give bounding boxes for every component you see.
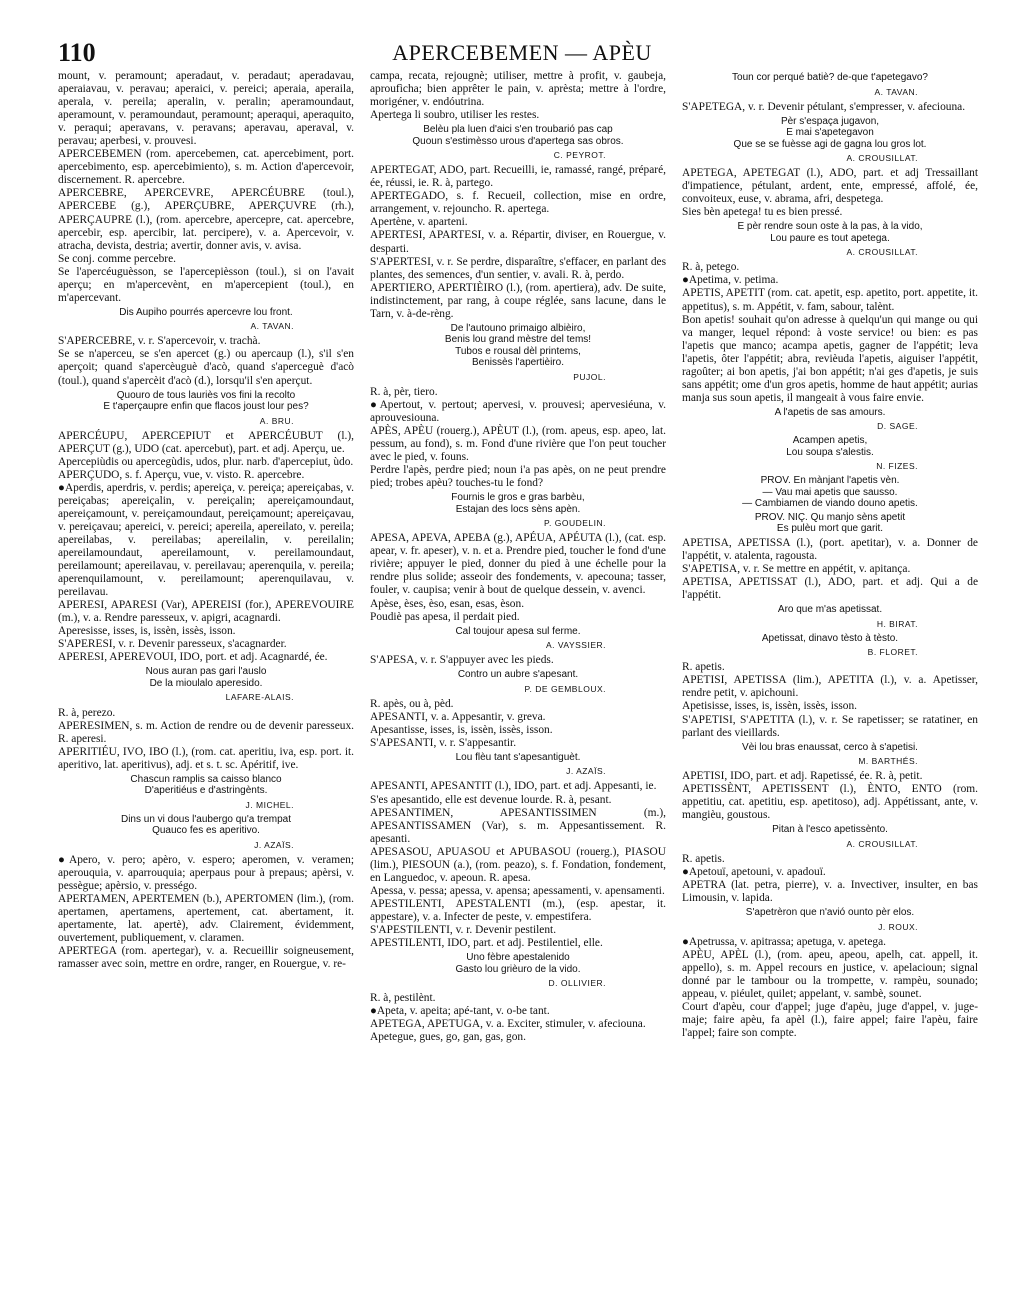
dictionary-entry: APESA, APEVA, APEBA (g.), APÉUA, APÉUTA (l.), (cat. esp. apear, v. fr. apeser), v. n. et a. Prendre pied, toucher le fond d'une rivière; appuyer le pied, donner du pied à une échelle pour la rendre plus solide; asseoir des fondements, v. apecouna; tasser, fouler, v. caupisa; venir à bout de quelque dessein, v. avenci. bbox=[370, 532, 666, 597]
dictionary-entry: Sies bèn apetega! tu es bien pressé. bbox=[682, 206, 843, 219]
column-middle bbox=[370, 70, 666, 1290]
dictionary-entry: APERTEGAT, ADO, part. Recueilli, ie, ramassé, rangé, préparé, ée, réussi, ie. R. à, partego. bbox=[370, 164, 666, 190]
dictionary-entry: Court d'apèu, cour d'appel; juge d'apèu, juge d'appel, v. juge-maje; faire apèu, fa apèl (l.), faire appel; faire l'apèu, faire l'appel; faire son compte. bbox=[682, 1000, 978, 1039]
quotation: Chascun ramplis sa caisso blanco D'aperitiéus e d'astringènts. bbox=[130, 773, 282, 797]
dictionary-entry: APETEGA, APETUGA, v. a. Exciter, stimuler, v. afeciouna. bbox=[370, 1018, 646, 1031]
quotation: Contro un aubre s'apesant. bbox=[457, 669, 579, 681]
dictionary-entry: Se conj. comme percebre. bbox=[58, 252, 176, 265]
quotation: E pèr rendre soun oste à la pas, à la vido, Lou paure es tout apetega. bbox=[737, 221, 923, 244]
quotation-author: J. AZAÏS. bbox=[566, 766, 606, 777]
quotation-author: H. BIRAT. bbox=[876, 618, 918, 629]
dictionary-entry: S'APERTESI, v. r. Se perdre, disparaître, s'effacer, en parlant des plantes, des semences, d'un sentier, v. avali. R. à, perdo. bbox=[370, 255, 666, 281]
dictionary-entry: APETISA, APETISSAT (l.), ADO, part. et adj. Qui a de l'appétit. bbox=[682, 576, 978, 602]
dictionary-entry: R. apès, ou à, pèd. bbox=[370, 697, 454, 710]
dictionary-entry: Apetisisse, isses, is, issèn, issès, isson. bbox=[682, 700, 857, 713]
dictionary-entry: S'APERCEBRE, v. r. S'apercevoir, v. trachà. bbox=[58, 335, 261, 348]
dictionary-entry: APERITIÉU, IVO, IBO (l.), (rom. cat. aperitiu, iva, esp. port. it. aperitivo, lat. aperitivus), adj. et s. t. sc. Apéritif, ive. bbox=[58, 745, 354, 771]
quotation-author: A. CROUSILLAT. bbox=[846, 838, 918, 849]
dictionary-entry: APERESIMEN, s. m. Action de rendre ou de devenir paresseux. R. aperesi. bbox=[58, 719, 354, 745]
quotation: Pèr s'espaça jugavon, E mai s'apetegavon Que se se fuèsse agi de gagna lou gros lot. bbox=[733, 115, 927, 150]
dictionary-entry: S'APETISI, S'APETITA (l.), v. r. Se rapetisser; se ratatiner, en parlant des vieillards. bbox=[682, 713, 978, 739]
quotation-author: B. FLORET. bbox=[867, 647, 918, 658]
dictionary-entry: ●Apetrussa, v. apitrassa; apetuga, v. apetega. bbox=[682, 935, 887, 948]
dictionary-entry: APERCEBRE, APERCEVRE, APERCÉUBRE (toul.), APERCEBE (g.), APERÇUBRE, APERÇUVRE (rh.), APERÇAUPRE (l.), (rom. apercebre, apercepre, cat. apercebre, apercebir, esp. apercibir, lat. percipere), v. a. Apercevoir, v. atracha, devista, destria; avertir, donner avis, v. avisa. bbox=[58, 187, 354, 252]
dictionary-entry: R. apetis. bbox=[682, 661, 725, 674]
quotation: Toun cor perqué batiè? de-que t'apetegavo? bbox=[732, 72, 928, 83]
quotation-author: D. SAGE. bbox=[877, 421, 918, 432]
dictionary-entry: S'APETISA, v. r. Se mettre en appétit, v. apitança. bbox=[682, 563, 911, 576]
dictionary-entry: APESANTIMEN, APESANTISSIMEN (m.), APESANTISSAMEN (Var), s. m. Appesantissement. R. apesanti. bbox=[370, 806, 666, 845]
dictionary-entry: S'APESTILENTI, v. r. Devenir pestilent. bbox=[370, 923, 557, 936]
quotation: Pitan à l'esco apetissènto. bbox=[772, 824, 888, 836]
quotation: Quouro de tous lauriès vos fini la recolto E t'aperçaupre enfin que flacos joust lour pes? bbox=[103, 389, 309, 413]
quotation-author: J. MICHEL. bbox=[245, 799, 294, 810]
quotation-author: J. AZAÏS. bbox=[254, 839, 294, 850]
quotation-author: P. DE GEMBLOUX. bbox=[524, 683, 606, 694]
dictionary-entry: APETISA, APETISSA (l.), (port. apetitar), v. a. Donner de l'appétit, v. atalenta, ragousta. bbox=[682, 536, 978, 563]
quotation-author: A. TAVAN. bbox=[874, 86, 918, 97]
page-header bbox=[58, 38, 986, 72]
dictionary-entry: S'APERESI, v. r. Devenir paresseux, s'acagnarder. bbox=[58, 638, 287, 651]
dictionary-entry: Apertène, v. aparteni. bbox=[370, 216, 468, 229]
dictionary-entry: Apèse, èses, èso, esan, esas, èson. bbox=[370, 597, 525, 610]
dictionary-entry: R. à, perezo. bbox=[58, 706, 116, 719]
quotation: PROV. NIÇ. Qu manjo sèns apetit Es pulèu mort que garit. bbox=[754, 511, 906, 535]
dictionary-entry: Apessa, v. pessa; apessa, v. apensa; apessamenti, v. apensamenti. bbox=[370, 884, 665, 897]
quotation: Dis Aupiho pourrés apercevre lou front. bbox=[119, 306, 293, 318]
running-title: APERCEBEMEN — APÈU bbox=[392, 40, 652, 65]
dictionary-entry: APETISI, IDO, part. et adj. Rapetissé, ée. R. à, petit. bbox=[682, 770, 923, 783]
dictionary-entry: Aperesisse, isses, is, issèn, issès, isson. bbox=[58, 625, 236, 638]
dictionary-entry: APESANTI, v. a. Appesantir, v. greva. bbox=[370, 710, 546, 723]
quotation: De l'autouno primaigo albièiro, Benis lou grand mèstre del tems! Tubos e rousal dèl printems, Benissès l'apertièiro. bbox=[444, 322, 592, 369]
page-number: 110 bbox=[58, 38, 96, 67]
dictionary-entry: APERCEBEMEN (rom. apercebemen, cat. apercebiment, port. apercebimento, esp. apercebimiento), s. m. Action d'apercevoir, discernement. R. apercebre. bbox=[58, 148, 354, 187]
quotation-author: PUJOL. bbox=[573, 371, 606, 382]
quotation-author: A. CROUSILLAT. bbox=[846, 153, 918, 164]
quotation: Aro que m'as apetissat. bbox=[777, 604, 883, 616]
quotation: Fournis le gros e gras barbèu, Estajan des locs sèns apèn. bbox=[451, 492, 585, 515]
quotation-author: N. FIZES. bbox=[876, 461, 918, 472]
quotation: Cal toujour apesa sul ferme. bbox=[455, 625, 581, 637]
dictionary-columns bbox=[58, 70, 988, 1290]
quotation: Belèu pla luen d'aici s'en troubarió pas cap Quoun s'estimèsso urous d'apertega sas obros. bbox=[412, 124, 624, 147]
dictionary-entry: ●Aperdis, aperdris, v. perdis; apereiça, v. pereiça; apereiçabas, v. pereiçabas; apereiçalin, v. pereiçalin; apereiçamoundaut, apereiçamount, v. pereiçamoundaut, pereiçamount; apereiçavau, v. pereiçavau; apereici, v. pereici; apereila, apereilato, v. pereila; apereilabas, v. pereilabas; apereilalin, v. pereilalin; apereilamoundaut, apereilamount, v. pereilamoundaut, pereilamount; apereilavau, v. pereilavau; aperenquila, v. pereila; aperenquilamount, v. pereilamount; aperenquilavau, v. pereilavau. bbox=[58, 481, 354, 599]
quotation-author: A. VAYSSIER. bbox=[545, 640, 606, 651]
dictionary-entry: APERCÉUPU, APERCEPIUT et APERCÉUBUT (l.), APERÇUT (g.), UDO (cat. apercebut), part. et adj. Aperçu, ue. bbox=[58, 429, 354, 455]
dictionary-entry: APERÇUDO, s. f. Aperçu, vue, v. visto. R. apercebre. bbox=[58, 468, 305, 481]
dictionary-entry: APESASOU, APUASOU et APUBASOU (rouerg.), PIASOU (lim.), PIESOUN (a.), (rom. peazo), s. f. Fondation, fondement, en Languedoc, v. apeoun. R. apesa. bbox=[370, 845, 666, 884]
dictionary-entry: R. à, pèr, tiero. bbox=[370, 385, 438, 398]
dictionary-entry: campa, recata, rejougnè; utiliser, mettre à profit, v. gaubeja, aproufìcha; bien apprêter le pain, v. aprèsta; mettre à l'ordre, morigéner, v. endóutrina. bbox=[370, 70, 666, 109]
dictionary-entry: APÈS, APÈU (rouerg.), APÈUT (l.), (rom. apeus, esp. apeo, lat. pessum, au fond), s. m. Fond d'une rivière que l'on peut toucher avec le pied, v. founs. bbox=[370, 424, 666, 464]
dictionary-entry: Apertega li soubro, utiliser les restes. bbox=[370, 109, 540, 122]
dictionary-entry: APERESI, APARESI (Var), APEREISI (for.), APEREVOUIRE (m.), v. a. Rendre paresseux, v. apigri, acagnardi. bbox=[58, 599, 354, 625]
quotation-author: D. OLLIVIER. bbox=[548, 978, 606, 989]
quotation-author: A. BRU. bbox=[259, 415, 294, 426]
dictionary-entry: Poudiè pas apesa, il perdait pied. bbox=[370, 610, 520, 623]
dictionary-entry: ●Apero, v. pero; apèro, v. espero; aperomen, v. veramen; aperouquia, v. aparrouquia; aperpaus pour à prepaus; apèrsi, v. pessègue; apèrsio, v. prességo. bbox=[58, 853, 354, 892]
dictionary-entry: S'APESA, v. r. S'appuyer avec les pieds. bbox=[370, 654, 554, 667]
dictionary-entry: APERTEGA (rom. apertegar), v. a. Recueillir soigneusement, ramasser avec soin, mettre en ordre, ranger, en Rouergue, v. re- bbox=[58, 945, 354, 971]
quotation-author: J. ROUX. bbox=[878, 921, 918, 932]
quotation-author: LAFARE-ALAIS. bbox=[225, 692, 294, 703]
dictionary-entry: APETISI, APETISSA (lim.), APETITA (l.), v. a. Apetisser, rendre petit, v. apichouni. bbox=[682, 674, 978, 700]
quotation: Lou flèu tant s'apesantiguèt. bbox=[455, 751, 581, 763]
dictionary-entry: APERESI, APEREVOUI, IDO, port. et adj. Acagnardé, ée. bbox=[58, 651, 328, 664]
quotation: Nous auran pas gari l'auslo De la mioulalo aperesido. bbox=[145, 666, 267, 689]
quotation: Vèi lou bras enaussat, cerco à s'apetisi. bbox=[742, 741, 918, 753]
dictionary-entry: APESTILENTI, APESTALENTI (m.), (esp. apestar, it. appestare), v. a. Infecter de peste, v. empestifera. bbox=[370, 897, 666, 923]
quotation: PROV. En mànjant l'apetis vèn. — Vau mai apetis que sausso. — Cambiamen de viando douno apetis. bbox=[742, 475, 918, 510]
dictionary-entry: R. à, petego. bbox=[682, 261, 740, 274]
quotation-author: M. BARTHÉS. bbox=[858, 756, 918, 767]
dictionary-entry: Se l'apercéuguèsson, se l'apercepièsson (toul.), si on l'avait aperçu; en m'apercevènt, en m'apercepient (toul.), en m'apercevant. bbox=[58, 265, 354, 304]
dictionary-entry: S'APETEGA, v. r. Devenir pétulant, s'empresser, v. afeciouna. bbox=[682, 100, 966, 113]
quotation: A l'apetis de sas amours. bbox=[774, 406, 886, 418]
dictionary-entry: Se se n'aperceu, se s'en apercet (g.) ou apercaup (l.), s'il s'en aperçoit; quand s'apercèuguè d'acò, quand s'aperceguè d'acò (toul.), quand s'apercèit d'acò (d.), lorsqu'il s'en aperçut. bbox=[58, 348, 354, 387]
dictionary-entry: ●Apetouï, apetouni, v. apadouï. bbox=[682, 865, 826, 878]
dictionary-entry: mount, v. peramount; aperadaut, v. peradaut; aperadavau, aperaiavau, v. peravau; aperaici, v. pereici; aperaia, aperaila, aperala, v. pereila; aperalin, v. peralin; aperamoundaut, aperamount, v. peramoundaut, peramount; aperaqui, aperaquito, v. peraqui; aperavans, v. peravans; aperavau, aperaval, v. peravau; aperbesi, v. prouvesi. bbox=[58, 70, 354, 148]
dictionary-entry: S'APESANTI, v. r. S'appesantir. bbox=[370, 736, 517, 749]
quotation-author: A. TAVAN. bbox=[250, 321, 294, 332]
quotation: S'apetrèron que n'avió ounto pèr elos. bbox=[745, 907, 915, 919]
dictionary-entry: APERTIERO, APERTIÈIRO (l.), (rom. apertiera), adv. De suite, indistinctement, par rang, à coupe réglée, sans lacune, dans le Tarn, v. à-de-rèng. bbox=[370, 281, 666, 320]
dictionary-entry: Apesantisse, isses, is, issèn, issès, isson. bbox=[370, 723, 553, 736]
dictionary-entry: Perdre l'apès, perdre pied; noun i'a pas apès, on ne peut prendre pied; trobes apèu? touches-tu le fond? bbox=[370, 464, 666, 490]
column-left bbox=[58, 70, 354, 1290]
quotation-author: P. GOUDELIN. bbox=[543, 518, 606, 529]
dictionary-entry: APÈU, APÈL (l.), (rom. apeu, apeou, apelh, cat. appell, it. appello), s. m. Appel recours en justice, v. apelacioun; signal donné par le tambour ou la trompette, v. rampèu, sounado; appeau, v. piéulet, quilet; appelant, v. sambè, sounet. bbox=[682, 948, 978, 1000]
dictionary-entry: APESANTI, APESANTIT (l.), IDO, part. et adj. Appesanti, ie. bbox=[370, 780, 657, 793]
quotation: Apetissat, dinavo tèsto à tèsto. bbox=[761, 632, 899, 644]
dictionary-entry: R. à, pestilènt. bbox=[370, 992, 436, 1005]
dictionary-entry: ●Apertout, v. pertout; apervesi, v. prouvesi; apervesiéuna, v. aprouvesiouna. bbox=[370, 398, 666, 424]
quotation: Dins un vi dous l'aubergo qu'a trempat Quauco fes es aperitivo. bbox=[120, 813, 292, 837]
dictionary-entry: APESTILENTI, IDO, part. et adj. Pestilentiel, elle. bbox=[370, 937, 603, 950]
dictionary-entry: ●Apetima, v. petima. bbox=[682, 274, 779, 287]
dictionary-entry: S'es apesantido, elle est devenue lourde. R. à, pesant. bbox=[370, 793, 612, 806]
quotation-author: C. PEYROT. bbox=[553, 150, 606, 161]
dictionary-entry: APETIS, APETIT (rom. cat. apetit, esp. apetito, port. appetite, it. appetitus), s. m. Appétit, v. fam, sabour, talènt. bbox=[682, 287, 978, 313]
dictionary-entry: APERTEGADO, s. f. Recueil, collection, mise en ordre, arrangement, v. rejouncho. R. apertega. bbox=[370, 190, 666, 216]
quotation-author: A. CROUSILLAT. bbox=[846, 247, 918, 258]
quotation: Uno fèbre apestalenido Gasto lou grièuro de la vido. bbox=[455, 952, 581, 975]
dictionary-entry: R. apetis. bbox=[682, 852, 725, 865]
dictionary-entry: Apercepiùdis ou apercegùdis, udos, plur. narb. d'apercepiut, ùdo. bbox=[58, 455, 354, 468]
dictionary-entry: APERTAMEN, APERTEMEN (b.), APERTOMEN (lim.), (rom. apertamen, apertamens, apertement, cat. abertament, it. apertamente, lat. apertè), adv. Clairement, évidemment, ouvertement, publiquement, v. claramen. bbox=[58, 892, 354, 945]
dictionary-entry: APETEGA, APETEGAT (l.), ADO, part. et adj Tressaillant d'impatience, pétulant, ardent, ente, empressé, affolé, ée, convoiteux, euse, v. abrama, afri, despetega. bbox=[682, 167, 978, 206]
dictionary-entry: APETISSÈNT, APETISSENT (l.), ÈNTO, ENTO (rom. appetitiu, cat. apetitiu, esp. apetitoso), adj. Appétissant, ante, v. mangièu, goustous. bbox=[682, 783, 978, 822]
dictionary-entry: ●Apeta, v. apeita; apé-tant, v. o-be tant. bbox=[370, 1005, 550, 1018]
dictionary-entry: Bon apetis! souhait qu'on adresse à quelqu'un qui mange ou qui va manger, lequel répond: à voste service! ou bien: es pas l'apetis que manco; acampa apetis, gagner de l'appétit; leva l'apetis, ôter l'appétit; abra, revièuda l'apetis, aiguiser l'appétit, ragoûter; ai bon apetis, j'ai bon appétit; n'ai ges d'apetis, je suis sans appétit; ome d'un gros apetis, homme de haut appétit; aurias manja sus soun apetis, il mangeait à vous faire envie. bbox=[682, 313, 978, 404]
quotation: Acampen apetis, Lou soupa s'alestis. bbox=[786, 435, 874, 458]
dictionary-entry: APERTESI, APARTESI, v. a. Répartir, diviser, en Rouergue, v. desparti. bbox=[370, 229, 666, 255]
column-right bbox=[682, 70, 978, 1290]
dictionary-entry: APETRA (lat. petra, pierre), v. a. Invectiver, insulter, en bas Limousin, v. lapida. bbox=[682, 878, 978, 905]
dictionary-entry: Apetegue, gues, go, gan, gas, gon. bbox=[370, 1031, 526, 1044]
